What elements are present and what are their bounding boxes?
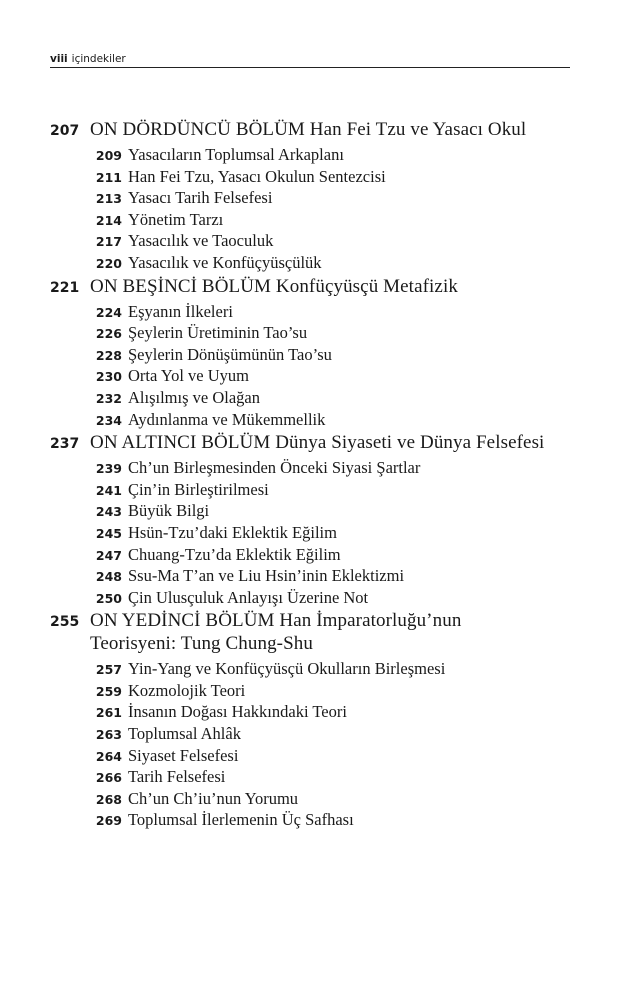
section-entry[interactable]: [50, 501, 580, 523]
section-entry[interactable]: [50, 345, 580, 367]
section-entry[interactable]: [50, 681, 580, 703]
section-entry[interactable]: [50, 188, 580, 210]
chapter-title: [90, 275, 458, 298]
section-title: Şeylerin Üretiminin Tao’su: [128, 323, 308, 343]
section-title: Çin Ulusçuluk Anlayışı Üzerine Not: [128, 587, 369, 607]
section-page-number: 268: [95, 791, 122, 807]
section-entry[interactable]: [50, 323, 580, 345]
section-page-number: 266: [95, 770, 122, 786]
section-page-number: 259: [95, 683, 122, 699]
section-title: İnsanın Doğası Hakkındaki Teori: [128, 702, 347, 722]
section-entry[interactable]: [50, 702, 580, 724]
section-entry[interactable]: [50, 724, 580, 746]
section-page-number: 241: [95, 482, 122, 498]
section-page-number: 234: [95, 412, 122, 428]
section-entry[interactable]: [50, 231, 580, 253]
chapter-page-number: 237: [50, 436, 80, 453]
chapter-title: [90, 609, 461, 655]
section-page-number: 220: [95, 255, 122, 271]
chapter-heading[interactable]: [50, 275, 580, 298]
section-entry[interactable]: [50, 366, 580, 388]
section-title: Toplumsal Ahlâk: [128, 724, 241, 744]
section-title: Han Fei Tzu, Yasacı Okulun Sentezcisi: [128, 166, 386, 186]
section-entry[interactable]: [50, 388, 580, 410]
section-entry[interactable]: [50, 566, 580, 588]
section-entry[interactable]: [50, 145, 580, 167]
section-title: Ch’un Ch’iu’nun Yorumu: [128, 788, 299, 808]
section-page-number: 226: [95, 326, 122, 342]
section-page-number: 243: [95, 504, 122, 520]
chapter-page-number: 255: [50, 614, 80, 631]
section-page-number: 211: [95, 169, 122, 185]
chapter-title-continuation: Teorisyeni: Tung Chung-Shu: [90, 633, 313, 655]
section-title: Büyük Bilgi: [128, 501, 210, 521]
table-of-contents: [50, 118, 580, 832]
section-title: Yin-Yang ve Konfüçyüsçü Okulların Birleşmesi: [128, 659, 446, 679]
section-page-number: 209: [95, 148, 122, 163]
section-page-number: 264: [95, 748, 122, 764]
section-page-number: 232: [95, 390, 122, 406]
section-title: Aydınlanma ve Mükemmellik: [128, 409, 326, 429]
section-entry[interactable]: [50, 210, 580, 232]
header-title: içindekiler: [71, 53, 126, 65]
section-entry[interactable]: [50, 253, 580, 275]
section-title: Çin’in Birleştirilmesi: [128, 479, 269, 499]
section-entry[interactable]: [50, 545, 580, 567]
chapter-page-number: 207: [50, 123, 80, 139]
header-page-number: viii: [50, 53, 68, 65]
chapter-title-text: ON ALTINCI BÖLÜM Dünya Siyaseti ve Dünya Felsefesi: [90, 432, 545, 454]
section-title: Chuang-Tzu’da Eklektik Eğilim: [128, 544, 341, 564]
section-title: Yönetim Tarzı: [128, 209, 224, 229]
section-title: Yasacılık ve Konfüçyüsçülük: [128, 252, 322, 272]
section-page-number: 239: [95, 461, 122, 477]
section-entry[interactable]: [50, 789, 580, 811]
chapter-title-text: ON YEDİNCİ BÖLÜM Han İmparatorluğu’nun: [90, 610, 462, 632]
section-page-number: 230: [95, 369, 122, 385]
section-entry[interactable]: [50, 410, 580, 432]
chapter-title-text: ON DÖRDÜNCÜ BÖLÜM Han Fei Tzu ve Yasacı Okul: [90, 119, 527, 140]
page-header: [50, 53, 570, 68]
section-entry[interactable]: [50, 523, 580, 545]
section-page-number: 257: [95, 662, 122, 678]
section-title: Şeylerin Dönüşümünün Tao’su: [128, 344, 332, 364]
section-page-number: 247: [95, 547, 122, 563]
section-page-number: 228: [95, 347, 122, 363]
section-entry[interactable]: [50, 659, 580, 681]
section-title: Hsün-Tzu’daki Eklektik Eğilim: [128, 522, 337, 542]
chapter-heading[interactable]: [50, 118, 580, 141]
section-page-number: 263: [95, 727, 122, 743]
chapter-title: [90, 431, 544, 454]
section-page-number: 213: [95, 191, 122, 207]
section-page-number: 248: [95, 569, 122, 585]
section-page-number: 250: [95, 590, 122, 606]
chapter-heading[interactable]: [50, 609, 580, 655]
section-entry[interactable]: [50, 167, 580, 189]
section-entry[interactable]: [50, 767, 580, 789]
section-title: Yasacılık ve Taoculuk: [128, 231, 274, 251]
section-title: Tarih Felsefesi: [128, 767, 226, 787]
section-title: Siyaset Felsefesi: [128, 745, 239, 765]
chapter-title: [90, 118, 526, 141]
section-title: Toplumsal İlerlemenin Üç Safhası: [128, 810, 354, 830]
chapter-entry: [50, 118, 580, 275]
section-title: Alışılmış ve Olağan: [128, 387, 260, 407]
section-title: Ssu-Ma T’an ve Liu Hsin’inin Eklektizmi: [128, 566, 405, 586]
chapter-title-text: ON BEŞİNCİ BÖLÜM Konfüçyüsçü Metafizik: [90, 275, 458, 297]
section-page-number: 217: [95, 234, 122, 250]
section-entry[interactable]: [50, 480, 580, 502]
chapter-page-number: 221: [50, 279, 80, 296]
section-entry[interactable]: [50, 810, 580, 832]
section-page-number: 224: [95, 304, 122, 320]
section-entry[interactable]: [50, 588, 580, 610]
section-title: Ch’un Birleşmesinden Önceki Siyasi Şartlar: [128, 458, 421, 478]
chapter-entry: [50, 431, 580, 609]
section-entry[interactable]: [50, 302, 580, 324]
section-entry[interactable]: [50, 458, 580, 480]
section-title: Eşyanın İlkeleri: [128, 301, 233, 321]
section-title: Orta Yol ve Uyum: [128, 366, 250, 386]
section-page-number: 261: [95, 705, 122, 721]
chapter-entry: [50, 275, 580, 432]
chapter-entry: [50, 609, 580, 832]
section-entry[interactable]: [50, 746, 580, 768]
section-title: Kozmolojik Teori: [128, 680, 246, 700]
section-page-number: 245: [95, 525, 122, 541]
section-page-number: 269: [95, 813, 122, 829]
section-title: Yasacıların Toplumsal Arkaplanı: [128, 145, 344, 164]
section-title: Yasacı Tarih Felsefesi: [128, 188, 273, 208]
section-page-number: 214: [95, 212, 122, 228]
chapter-heading[interactable]: [50, 431, 580, 454]
